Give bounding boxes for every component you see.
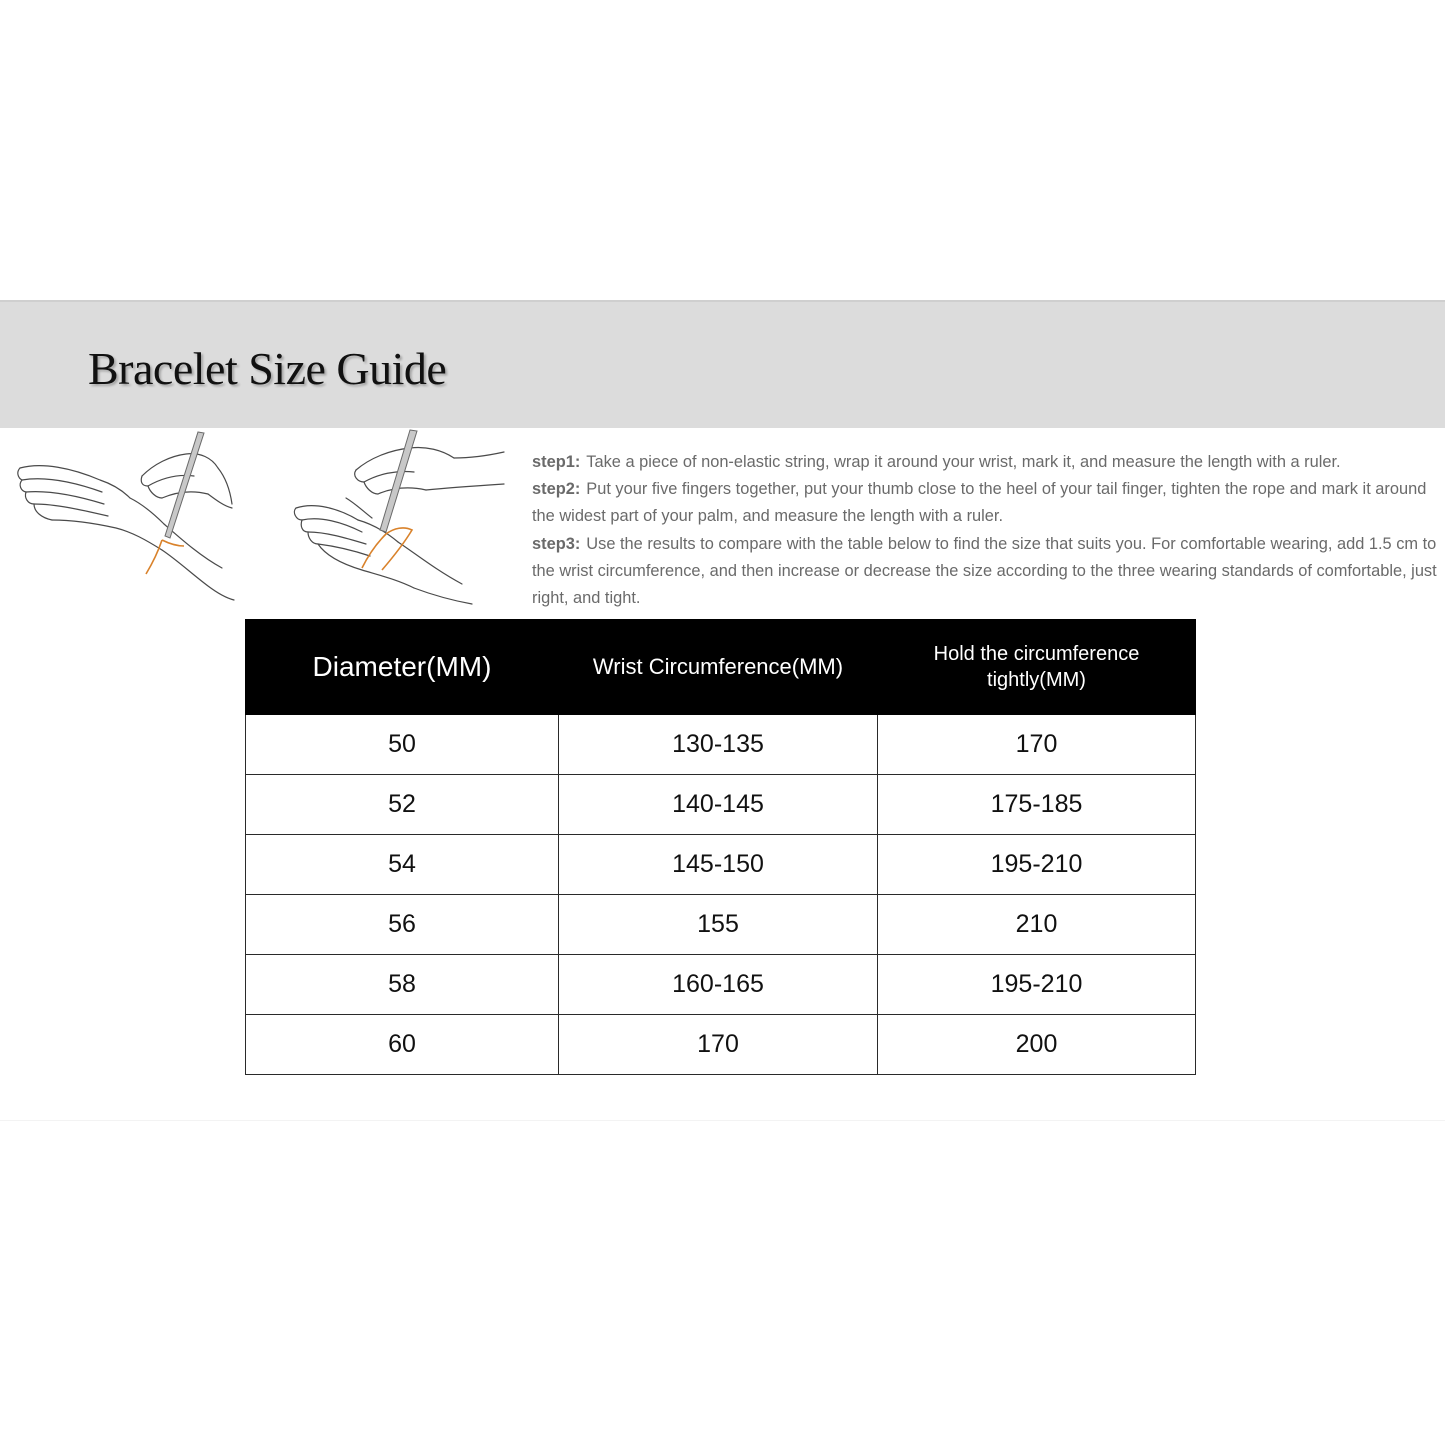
hand-outline xyxy=(20,466,130,498)
cell-wrist: 140-145 xyxy=(559,775,878,835)
cell-wrist: 155 xyxy=(559,895,878,955)
step-1 xyxy=(532,449,1437,476)
step-label: step1: xyxy=(532,453,581,471)
page-title: Bracelet Size Guide xyxy=(88,343,447,394)
step-text: Put your five fingers together, put your thumb close to the heel of your tail finger, tighten the rope and mark it around the widest part of your palm, and measure the length with a ruler. xyxy=(532,480,1427,526)
step-label: step3: xyxy=(532,534,581,553)
cell-diameter: 50 xyxy=(246,715,559,775)
cell-wrist: 130-135 xyxy=(559,715,878,775)
table-header-row xyxy=(246,620,1196,715)
measuring-string xyxy=(146,540,184,574)
table-row xyxy=(246,895,1196,955)
wrist-measuring-illustration xyxy=(12,428,242,608)
table-row xyxy=(246,835,1196,895)
size-table xyxy=(245,619,1196,1075)
ruler-tool xyxy=(380,430,417,532)
step-label: step2: xyxy=(532,480,581,499)
palm-measuring-illustration xyxy=(286,428,512,608)
cell-hold: 195-210 xyxy=(878,955,1196,1015)
table-row xyxy=(246,1015,1196,1075)
title-banner xyxy=(0,300,1445,428)
measuring-string xyxy=(362,528,412,570)
cell-wrist: 160-165 xyxy=(559,955,878,1015)
cell-hold: 175-185 xyxy=(878,775,1196,835)
cell-hold: 210 xyxy=(878,895,1196,955)
cell-wrist: 145-150 xyxy=(559,835,878,895)
table-row xyxy=(246,775,1196,835)
step-2 xyxy=(532,476,1437,530)
ruler-tool xyxy=(165,432,204,538)
measurement-steps xyxy=(532,449,1437,612)
hand-outline xyxy=(296,506,358,520)
header-wrist-circumference: Wrist Circumference(MM) xyxy=(559,620,878,715)
cell-hold: 170 xyxy=(878,715,1196,775)
header-hold-circumference xyxy=(878,620,1196,715)
step-text: Use the results to compare with the table below to find the size that suits you. For comfortable wearing, add 1.5 cm to the wrist circumference, and then increase or decrease the size according to the three wearing standards of comfortable, just right, and tight. xyxy=(532,534,1437,608)
cell-hold: 200 xyxy=(878,1015,1196,1075)
header-hold-line2: tightly(MM) xyxy=(987,669,1086,691)
step-3 xyxy=(532,531,1437,613)
header-diameter: Diameter(MM) xyxy=(246,620,559,715)
table-row xyxy=(246,955,1196,1015)
cell-hold: 195-210 xyxy=(878,835,1196,895)
divider xyxy=(0,1120,1445,1121)
header-hold-line1: Hold the circumference xyxy=(933,643,1140,665)
cell-diameter: 60 xyxy=(246,1015,559,1075)
step-text: Take a piece of non-elastic string, wrap it around your wrist, mark it, and measure the length with a ruler. xyxy=(586,453,1341,471)
cell-diameter: 58 xyxy=(246,955,559,1015)
cell-diameter: 52 xyxy=(246,775,559,835)
cell-diameter: 54 xyxy=(246,835,559,895)
cell-wrist: 170 xyxy=(559,1015,878,1075)
cell-diameter: 56 xyxy=(246,895,559,955)
table-row xyxy=(246,715,1196,775)
